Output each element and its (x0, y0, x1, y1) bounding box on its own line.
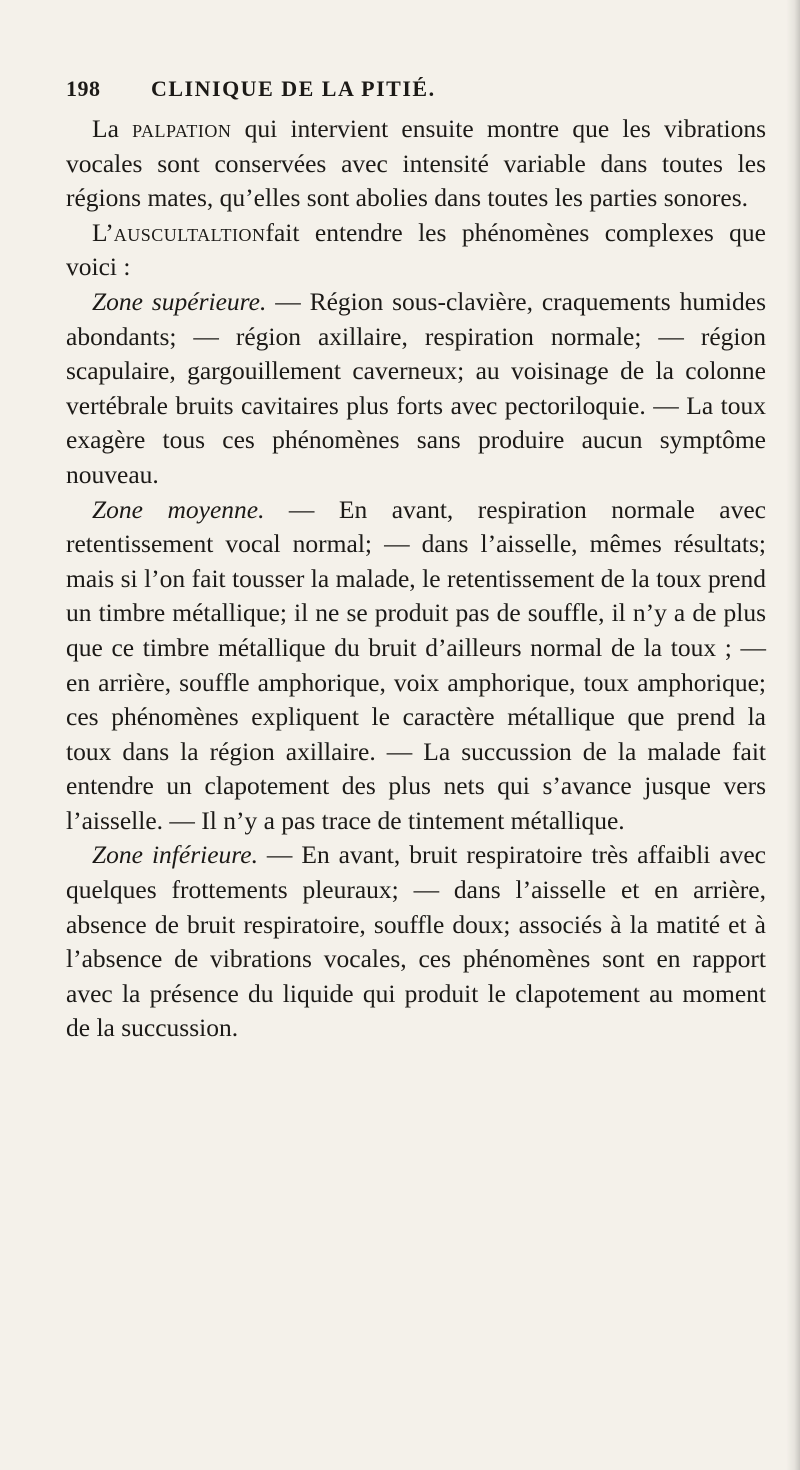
zone-superieure-text: — Région sous-clavière, craquements humides abondants; — région axillaire, respiration normale; — région scapulaire, gargouillement caverneux; au voisinage de la colonne vertébrale bruits cavitaires plus forts avec pectoriloquie. — La toux exagère tous ces phénomènes sans produire aucun symptôme nouveau. (66, 286, 766, 489)
body-text (66, 112, 766, 1046)
page-edge-shadow (786, 0, 800, 1470)
zone-inferieure-text: — En avant, bruit respiratoire très affaibli avec quelques frottements pleuraux; — dans l’aisselle et en arrière, absence de bruit respiratoire, souffle doux; associés à la matité et à l’absence de vibrations vocales, ces phénomènes sont en rapport avec la présence du liquide qui produit le clapotement au moment de la succussion. (66, 840, 766, 1043)
zone-superieure-title: Zone supérieure. (92, 286, 267, 316)
palpation-text: qui intervient ensuite montre que les vibrations vocales sont conservées avec intensité variable dans toutes les régions mates, qu’elles sont abolies dans toutes les parties sonores. (66, 114, 766, 213)
running-title: CLINIQUE DE LA PITIÉ. (151, 76, 436, 101)
zone-moyenne-title: Zone moyenne. (92, 494, 265, 524)
paragraph-zone-superieure (66, 285, 766, 493)
zone-moyenne-text: — En avant, respiration normale avec retentissement vocal normal; — dans l’aisselle, mêmes résultats; mais si l’on fait tousser la malade, le retentissement de la toux prend un timbre métallique; il ne se produit pas de souffle, il n’y a de plus que ce timbre métallique du bruit d’ailleurs normal de la toux ; — en arrière, souffle amphorique, voix amphorique, toux amphorique; ces phénomènes expliquent le caractère métallique que prend la toux dans la région axillaire. — La succussion de la malade fait entendre un clapotement des plus nets qui s’avance jusque vers l’aisselle. — Il n’y a pas trace de tintement métallique. (66, 494, 766, 835)
zone-inferieure-title: Zone inférieure. (92, 840, 258, 870)
page-number: 198 (66, 76, 101, 101)
running-head (66, 76, 766, 106)
palpation-lead: La (92, 114, 133, 143)
auscultation-lead: L’ (92, 217, 114, 247)
auscultation-text: fait entendre les phénomènes complexes que voici : (66, 217, 766, 282)
paragraph-auscultation (66, 216, 766, 285)
paragraph-zone-moyenne (66, 493, 766, 839)
paragraph-palpation (66, 112, 766, 216)
palpation-term: palpation (132, 114, 232, 143)
auscultation-term: auscultaltion (113, 217, 266, 247)
paragraph-zone-inferieure (66, 838, 766, 1046)
